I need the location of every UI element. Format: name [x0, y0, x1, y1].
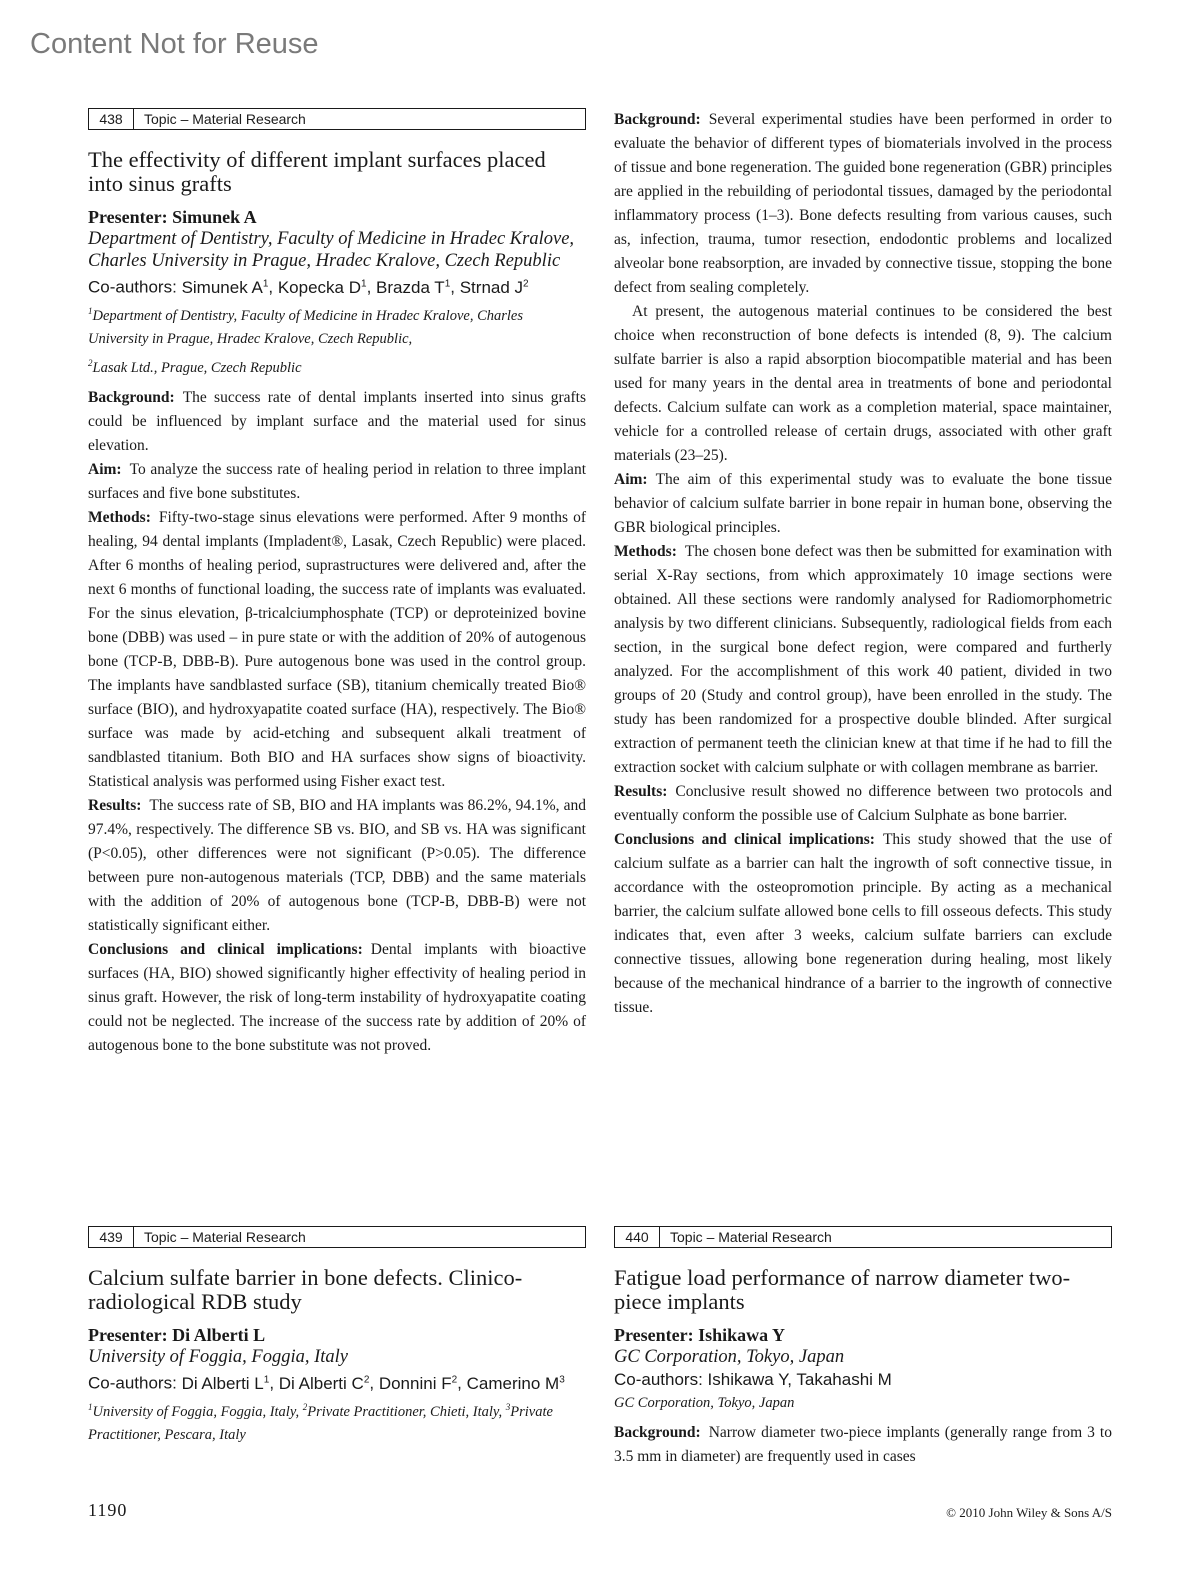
topic-header — [88, 108, 586, 130]
abstract-440 — [614, 1226, 1112, 1469]
conclusions-section: Conclusions and clinical implications: Dental implants with bioactive surfaces (HA, BIO) showed significantly higher effectivity of healing period in sinus graft. However, the risk of long-term instability of hydroxyapatite coating could not be neglected. The increase of the success rate by addition of 20% of autogenous bone to the bone substitute was not proved. — [88, 941, 586, 1055]
presenter: Presenter: Ishikawa Y — [614, 1325, 785, 1345]
paragraph: At present, the autogenous material continues to be considered the best choice when reconstruction of bone defects is intended (8, 9). The calcium sulfate barrier is also a rapid absorption biocompatible material and has been used for many years in the dental area in treatments of bone and periodontal defects. Calcium sulfate can work as a completion material, space maintainer, vehicle for a controlled release of certain drugs, associated with other graft materials (23–25). — [614, 303, 1112, 464]
topic-header — [614, 1226, 1112, 1248]
coauthors-label: Co-authors: — [88, 277, 177, 297]
coauthor: Donnini $F^2$ — [378, 1373, 458, 1393]
presenter: Presenter: Di Alberti L — [88, 1325, 266, 1345]
abstract-body — [614, 1421, 1112, 1469]
presenter-affiliation: University of Foggia, Foggia, Italy — [88, 1347, 348, 1367]
coauthor: Kopecka $D^1$ — [277, 277, 367, 297]
results-section: Results: The success rate of SB, BIO and HA implants was 86.2%, 94.1%, and 97.4%, respectively. The difference SB vs. BIO, and SB vs. HA was significant (P<0.05), other differences were not significant (P>0.05). The difference between pure non-autogenous materials (TCP, DBB) and the same materials with the addition of 20% of autogenous bone (TCP-B, DBB-B) were not statistically significant either. — [88, 797, 586, 935]
coauthor: Simunek $A^1$ — [181, 277, 269, 297]
abstract-number: 440 — [615, 1227, 660, 1247]
background-section: Background: The success rate of dental implants inserted into sinus grafts could be influenced by implant surface and the material used for sinus elevation. — [88, 389, 586, 455]
background-section: Background: Several experimental studies have been performed in order to evaluate the behavior of different types of biomaterials involved in the process of tissue and bone regeneration. The guided bone regeneration (GBR) principles are applied in the rebuilding of periodontal tissues, damaged by the periodontal inflammatory process (1–3). Bone defects resulting from various causes, such as, infection, trauma, tumor resection, endodontic problems and localized alveolar bone reabsorption, are invaded by connective tissue, stopping the bone defect from sealing completely. — [614, 111, 1112, 296]
results-section: Results: Conclusive result showed no difference between two protocols and eventually conform the possible use of Calcium Sulphate as bone barrier. — [614, 783, 1112, 824]
coauthor: Strnad $J^2$ — [459, 277, 529, 297]
abstract-439 — [88, 1226, 586, 1453]
presenter-affiliation: Department of Dentistry, Faculty of Medicine in Hradec Kralove, Charles University in Prague, Hradec Kralove, Czech Republic — [88, 229, 575, 271]
topic-label: Topic – Material Research — [144, 1229, 306, 1245]
page-number: 1190 — [88, 1500, 128, 1520]
coauthors: Co-authors: Di Alberti $L^1$, Di Alberti $C^2$, Donnini $F^2$, Camerino $M^3$ — [88, 1373, 565, 1393]
topic-label: Topic – Material Research — [144, 111, 306, 127]
background-section: Background: Narrow diameter two-piece implants (generally range from 3 to 3.5 mm in diameter) are frequently used in cases — [614, 1424, 1112, 1465]
copyright-notice: © 2010 John Wiley & Sons A/S — [946, 1505, 1112, 1520]
abstract-438 — [88, 108, 586, 1058]
topic-label: Topic – Material Research — [670, 1229, 832, 1245]
coauthor: Camerino $M^3$ — [466, 1373, 565, 1393]
aim-section: Aim: The aim of this experimental study was to evaluate the bone tissue behavior of calcium sulfate barrier in bone repair in human bone, observing the GBR biological principles. — [614, 471, 1112, 536]
abstract-title: The effectivity of different implant surfaces placed into sinus grafts — [88, 147, 546, 196]
abstract-continuation — [614, 108, 1112, 1020]
watermark: Content Not for Reuse — [30, 28, 319, 60]
topic-header — [88, 1226, 586, 1248]
coauthor-affiliations: $^1$Department of Dentistry, Faculty of Medicine in Hradec Kralove, Charles University in Prague, Hradec Kralove, Czech Republic, $^2$Lasak Ltd., Prague, Czech Republic — [88, 305, 523, 377]
abstract-number: 438 — [89, 109, 134, 129]
methods-section: Methods: Fifty-two-stage sinus elevations were performed. After 9 months of healing, 94 dental implants (Impladent®, Lasak, Czech Republic) were placed. After 6 months of healing period, suprastructures were delivered and, after the next 6 months of functional loading, the success rate of implants was evaluated. For the sinus elevation, β-tricalciumphosphate (TCP) or deproteinized bovine bone (DBB) was used – in pure state or with the addition of 20% of autogenous bone (TCP-B, DBB-B). Pure autogenous bone was used in the control group. The implants have sandblasted surface (SB), titanium chemically treated Bio® surface (BIO), and hydroxyapatite coated surface (HA), respectively. The Bio® surface was made by acid-etching and subsequent alkali treatment of sandblasted titanium. Both BIO and HA surfaces show signs of bioactivity. Statistical analysis was performed using Fisher exact test. — [88, 509, 586, 791]
presenter: Presenter: Simunek A — [88, 207, 257, 227]
coauthor: Di Alberti $C^2$ — [278, 1373, 370, 1393]
coauthors: Co-authors: Simunek $A^1$, Kopecka $D^1$, Brazda $T^1$, Strnad $J^2$ — [88, 277, 529, 297]
coauthor: Di Alberti $L^1$ — [181, 1373, 270, 1393]
conclusions-section: Conclusions and clinical implications: This study showed that the use of calcium sulfate as a barrier can halt the ingrowth of soft connective tissue, in accordance with the osteopromotion principle. By acting as a mechanical barrier, the calcium sulfate allowed bone cells to fill osseous defects. This study indicates that, even after 3 weeks, calcium sulfate barriers can exclude connective tissues, allowing bone regeneration during healing, most likely because of the mechanical hindrance of a barrier to the ingrowth of connective tissue. — [614, 831, 1112, 1016]
coauthors-label: Co-authors: — [88, 1373, 177, 1393]
abstract-body — [88, 386, 586, 1058]
presenter-affiliation: GC Corporation, Tokyo, Japan — [614, 1347, 845, 1367]
coauthor: Brazda $T^1$ — [376, 277, 451, 297]
abstract-number: 439 — [89, 1227, 134, 1247]
coauthor-affiliations: GC Corporation, Tokyo, Japan — [614, 1395, 795, 1411]
aim-section: Aim: To analyze the success rate of healing period in relation to three implant surfaces and five bone substitutes. — [88, 461, 586, 503]
abstract-title: Fatigue load performance of narrow diameter two-piece implants — [614, 1265, 1071, 1314]
coauthors: Co-authors: Ishikawa Y, Takahashi M — [614, 1370, 892, 1389]
coauthor-affiliations: $^1$University of Foggia, Foggia, Italy, $^2$Private Practitioner, Chieti, Italy, $^3$Private Practitioner, Pescara, Italy — [88, 1401, 553, 1444]
abstract-body — [614, 108, 1112, 1020]
abstract-title: Calcium sulfate barrier in bone defects. Clinico-radiological RDB study — [88, 1265, 523, 1314]
methods-section: Methods: The chosen bone defect was then be submitted for examination with serial X-Ray sections, from which approximately 10 image sections were obtained. All these sections were randomly analysed for Radiomorphometric analysis by two different clinicians. Subsequently, radiological fields from each section, in the surgical bone defect region, were compared and furtherly analyzed. For the accomplishment of this work 40 patient, divided in two groups of 20 (Study and control group), have been enrolled in the study. The study has been randomized for a prospective double blinded. After surgical extraction of permanent teeth the clinician knew at that time if he had to fill the extraction socket with calcium sulphate or with collagen membrane as barrier. — [614, 543, 1112, 776]
